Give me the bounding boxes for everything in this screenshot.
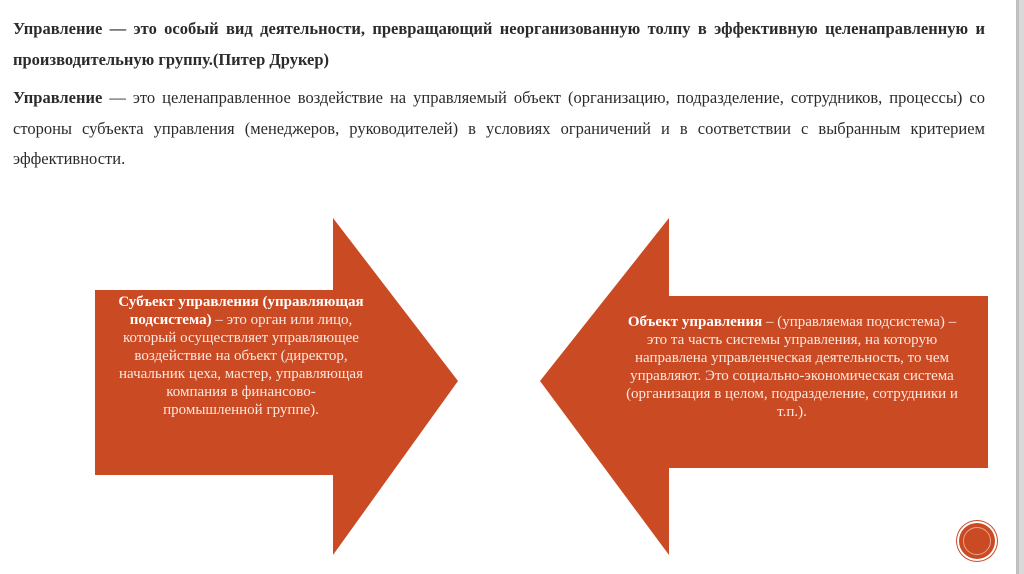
definition-text: — это целенаправленное воздействие на управляемый объект (организацию, подразделение, сотрудников, процессы) со стороны субъекта управления (менеджеров, руководителей) в условиях ограничений и в соответствии с выбранным критерием эффективности.	[13, 88, 985, 168]
circle-icon[interactable]	[959, 523, 995, 559]
subject-description: – это орган или лицо, который осуществляет управляющее воздействие на объект (директор, начальник цеха, мастер, управляющая компания в финансово-промышленной группе).	[119, 312, 363, 418]
definition-text: — это особый вид деятельности, превращающий неорганизованную толпу в эффективную целенаправленную и производительную группу.(Питер Друкер)	[13, 19, 985, 69]
object-box-text	[617, 313, 967, 421]
subject-box-text	[118, 293, 364, 419]
circle-inner-ring	[963, 527, 991, 555]
object-description: – (управляемая подсистема) – это та часть системы управления, на которую направлена управленческая деятельность, то чем управляют. Это социально-экономическая система (организация в целом, подразделение, сотрудники и т.п.).	[626, 314, 958, 420]
definition-term: Управление	[13, 88, 103, 107]
subject-term: Субъект управления (управляющая подсистема)	[118, 294, 364, 328]
definition-term: Управление	[13, 19, 103, 38]
object-term: Объект управления	[627, 314, 763, 330]
